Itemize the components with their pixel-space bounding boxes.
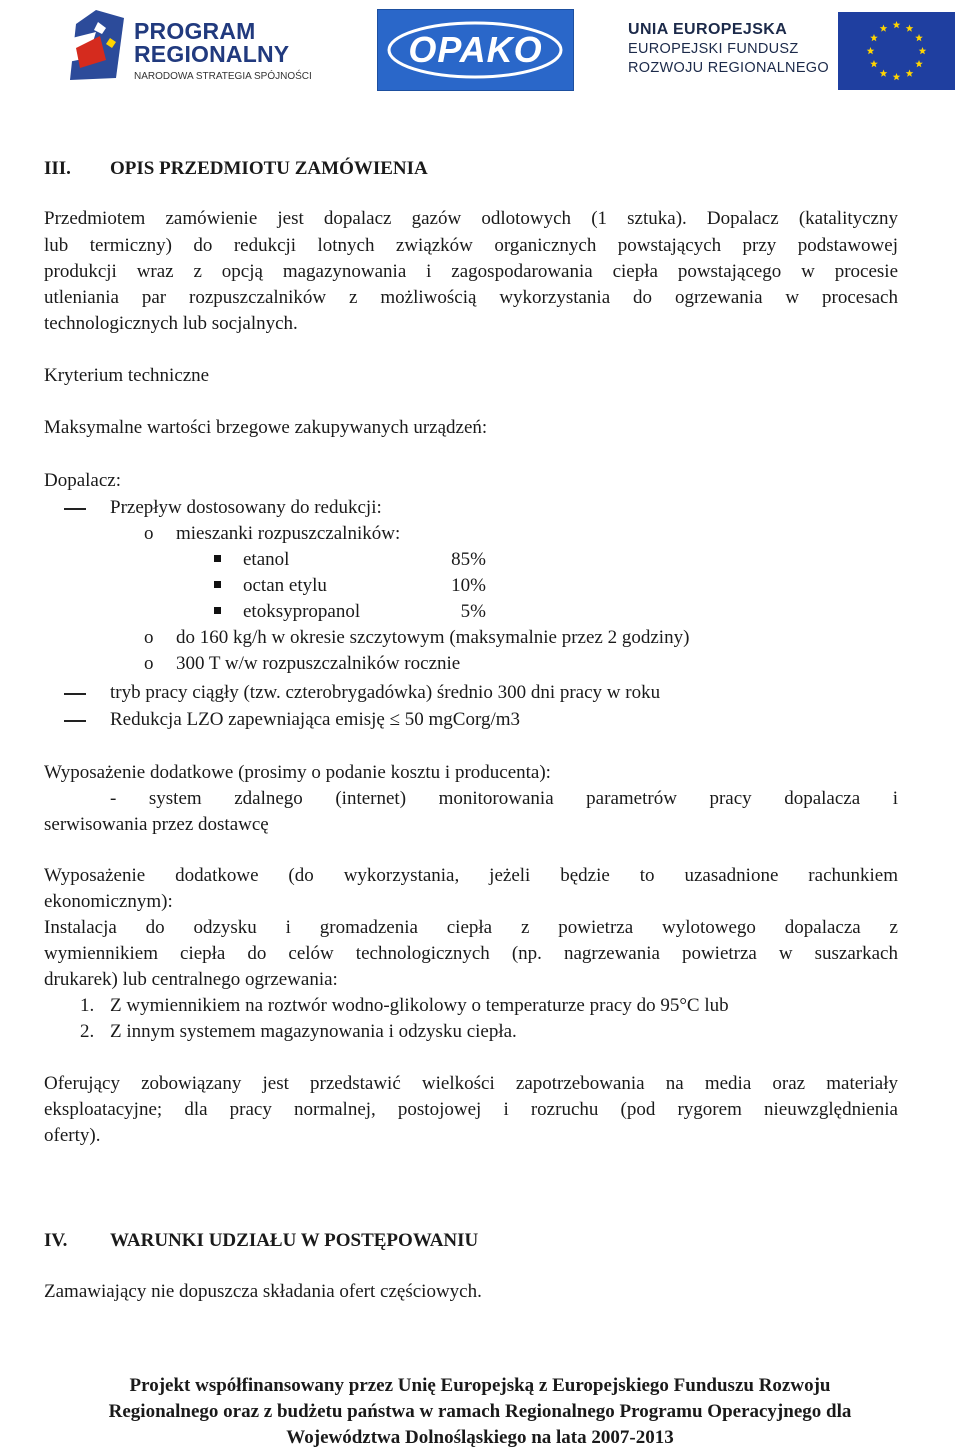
solvent-name: etoksypropanol [243,601,361,622]
offer-line-1: Oferujący zobowiązany jest przedstawić wielkości zapotrzebowania na media oraz materiały [44,1073,898,1094]
section3-number: III. [44,158,71,179]
numbered-item-number: 1. [80,995,95,1016]
extra2-line-5: drukarek) lub centralnego ogrzewania: [44,969,338,990]
extra2-line-2: ekonomicznym): [44,891,173,912]
footer-line-1: Projekt współfinansowany przez Unię Europejską z Europejskiego Funduszu Rozwoju [129,1375,831,1396]
offer-line-2: eksploatacyjne; dla pracy normalnej, postojowej i rozruchu (pod rygorem nieuwzględnienia [44,1099,898,1120]
flow-item: Przepływ dostosowany do redukcji: [110,497,382,518]
opako-wordmark: OPAKO [408,29,543,70]
strategy-line: NARODOWA STRATEGIA SPÓJNOŚCI [134,71,312,82]
section4-title: WARUNKI UDZIAŁU W POSTĘPOWANIU [110,1230,479,1251]
eu-line1: UNIA EUROPEJSKA [628,21,788,38]
solvent-name: etanol [243,549,290,570]
numbered-item-number: 2. [80,1021,95,1042]
extra2-line-1: Wyposażenie dodatkowe (do wykorzystania, jeżeli będzie to uzasadnione rachunkiem [44,865,898,886]
square-bullet-icon [214,581,221,588]
eu-line2: EUROPEJSKI FUNDUSZ [628,41,799,57]
footer-line-2: Regionalnego oraz z budżetu państwa w ramach Regionalnego Programu Operacyjnego dla [108,1401,852,1422]
intro-line-5: technologicznych lub socjalnych. [44,313,298,334]
header-logos [0,0,960,100]
intro-line-2: lub termiczny) do redukcji lotnych związków organicznych powstających przy podstawowej [44,235,898,256]
mixture-item: mieszanki rozpuszczalników: [176,523,401,544]
solvent-pct: 10% [451,575,486,596]
program-regionalny-mark-icon [66,8,128,82]
intro-line-1: Przedmiotem zamówienie jest dopalacz gazów odlotowych (1 sztuka). Dopalacz (katalityczny [44,208,898,229]
extra-equipment-title: Wyposażenie dodatkowe (prosimy o podanie kosztu i producenta): [44,762,551,783]
opako-logo [377,9,574,91]
offer-line-3: oferty). [44,1125,101,1146]
program-regionalny-logo [66,8,326,84]
circle-bullet-icon: o [144,653,154,674]
numbered-item-text: Z wymiennikiem na roztwór wodno-glikolowy o temperaturze pracy do 95°C lub [110,995,729,1016]
regionalny-line: REGIONALNY [134,41,290,67]
program-line: PROGRAM [134,18,256,44]
annual-item: 300 T w/w rozpuszczalników rocznie [176,653,461,674]
solvent-pct: 85% [451,549,486,570]
numbered-item-text: Z innym systemem magazynowania i odzysku ciepła. [110,1021,517,1042]
dopalacz-label: Dopalacz: [44,470,122,491]
section3-title: OPIS PRZEDMIOTU ZAMÓWIENIA [110,158,428,179]
dash-bullet-icon [64,720,86,722]
eu-line3: ROZWOJU REGIONALNEGO [628,60,829,76]
circle-bullet-icon: o [144,627,154,648]
monitoring-line: - system zdalnego (internet) monitorowania parametrów pracy dopalacza i [110,788,898,809]
capacity-item: do 160 kg/h w okresie szczytowym (maksymalnie przez 2 godziny) [176,627,690,648]
square-bullet-icon [214,555,221,562]
eu-flag-icon [838,12,955,90]
solvent-name: octan etylu [243,575,327,596]
work-mode-item: tryb pracy ciągły (tzw. czterobrygadówka) średnio 300 dni pracy w roku [110,682,661,703]
eu-logo [628,16,958,90]
footer-line-3: Województwa Dolnośląskiego na lata 2007-2013 [286,1427,674,1448]
section4-text: Zamawiający nie dopuszcza składania ofert częściowych. [44,1281,482,1302]
extra2-line-3: Instalacja do odzysku i gromadzenia ciepła z powietrza wylotowego dopalacza z [44,917,898,938]
technical-criterion: Kryterium techniczne [44,365,210,386]
intro-line-4: utleniania par rozpuszczalników z możliwością wykorzystania do ogrzewania w procesach [44,287,898,308]
max-values-label: Maksymalne wartości brzegowe zakupywanych urządzeń: [44,417,488,438]
circle-bullet-icon: o [144,523,154,544]
service-line: serwisowania przez dostawcę [44,814,269,835]
intro-line-3: produkcji wraz z opcją magazynowania i zagospodarowania ciepła powstającego w procesie [44,261,898,282]
extra2-line-4: wymiennikiem ciepła do celów technologicznych (np. nagrzewania powietrza w suszarkach [44,943,898,964]
dash-bullet-icon [64,508,86,510]
solvent-pct: 5% [460,601,486,622]
dash-bullet-icon [64,693,86,695]
square-bullet-icon [214,607,221,614]
section4-number: IV. [44,1230,68,1251]
reduction-item: Redukcja LZO zapewniająca emisję ≤ 50 mgCorg/m3 [110,709,521,730]
